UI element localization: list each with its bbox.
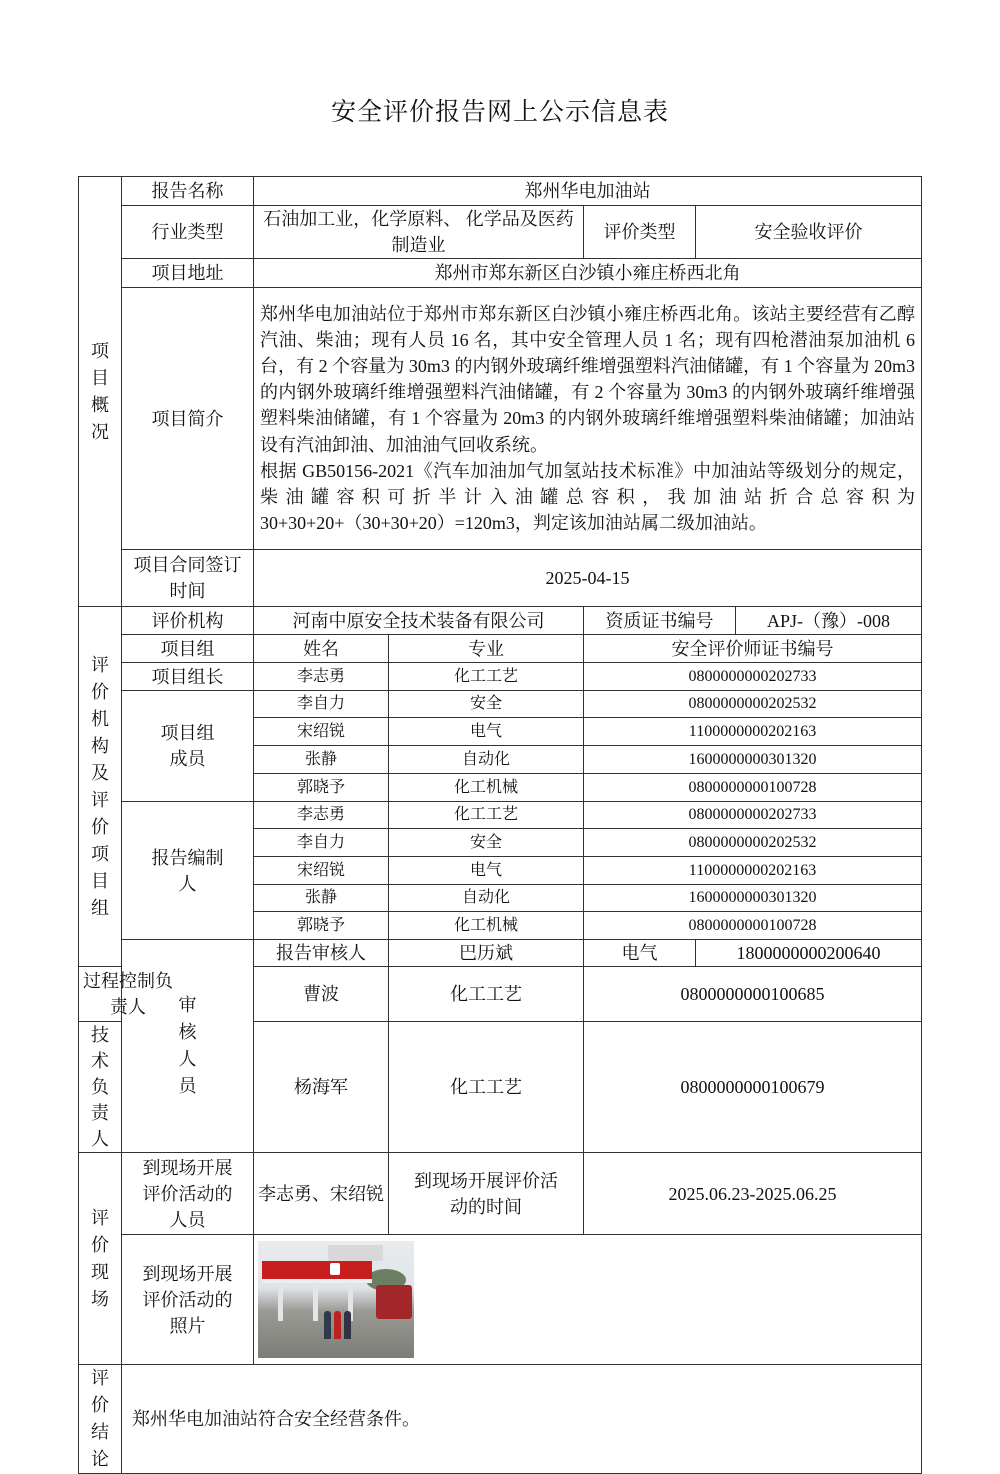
person-major: 安全	[389, 691, 584, 718]
table-row	[79, 691, 922, 718]
review-major: 化工工艺	[389, 967, 584, 1022]
table-row	[79, 802, 922, 829]
person-cert: 0800000000202532	[584, 691, 922, 718]
contract-label: 项目合同签订时间	[122, 550, 254, 607]
info-table	[78, 176, 922, 1474]
conclusion-text: 郑州华电加油站符合安全经营条件。	[122, 1365, 922, 1474]
review-name: 曹波	[254, 967, 389, 1022]
group-label: 项目组	[122, 635, 254, 663]
person-cert: 1600000000301320	[584, 885, 922, 912]
person-name: 李自力	[254, 691, 389, 718]
person-cert: 1100000000202163	[584, 857, 922, 885]
review-role: 报告审核人	[254, 940, 389, 967]
intro-paragraph-2: 根据 GB50156-2021《汽车加油加气加氢站技术标准》中加油站等级划分的规定，柴油罐容积可折半计入油罐总容积，我加油站折合总容积为 30+30+20+（30+30+20）=120m3，判定该加油站属二级加油站。	[260, 460, 915, 534]
person-cert: 0800000000100728	[584, 912, 922, 940]
person-name: 李自力	[254, 829, 389, 857]
person-name: 李志勇	[254, 802, 389, 829]
person-cert: 1100000000202163	[584, 718, 922, 746]
person-cert: 1600000000301320	[584, 746, 922, 774]
contract-date: 2025-04-15	[254, 550, 922, 607]
site-people: 李志勇、宋绍锐	[254, 1153, 389, 1235]
table-row	[79, 663, 922, 691]
person-major: 电气	[389, 718, 584, 746]
person-major: 化工工艺	[389, 663, 584, 691]
section-org-group: 评价机构及评价项目组	[79, 607, 122, 967]
person-cert: 0800000000202733	[584, 663, 922, 691]
intro-text	[254, 288, 922, 550]
section-site: 评价现场	[79, 1153, 122, 1365]
person-name: 宋绍锐	[254, 857, 389, 885]
col-major: 专业	[389, 635, 584, 663]
cert-no: APJ-（豫）-008	[736, 607, 922, 635]
section-overview: 项目概况	[79, 177, 122, 607]
person-major: 安全	[389, 829, 584, 857]
person-cert: 0800000000100728	[584, 774, 922, 802]
address: 郑州市郑东新区白沙镇小雍庄桥西北角	[254, 259, 922, 288]
person-major: 电气	[389, 857, 584, 885]
review-role: 过程控制负责人	[79, 967, 122, 1022]
page-title: 安全评价报告网上公示信息表	[330, 99, 669, 126]
station-logo-icon	[330, 1263, 340, 1275]
report-name-label: 报告名称	[122, 177, 254, 206]
section-conclusion: 评价结论	[79, 1365, 122, 1474]
person-name: 郭晓予	[254, 774, 389, 802]
eval-type-label: 评价类型	[584, 206, 696, 259]
person-major: 化工机械	[389, 912, 584, 940]
authors-label: 报告编制人	[122, 802, 254, 940]
person-cert: 0800000000202733	[584, 802, 922, 829]
review-cert: 0800000000100685	[584, 967, 922, 1022]
review-major: 化工工艺	[389, 1022, 584, 1153]
review-name: 巴历斌	[389, 940, 584, 967]
industry-label: 行业类型	[122, 206, 254, 259]
review-cert: 1800000000200640	[696, 940, 922, 967]
person-name: 李志勇	[254, 663, 389, 691]
person-name: 宋绍锐	[254, 718, 389, 746]
intro-paragraph-1: 郑州华电加油站位于郑州市郑东新区白沙镇小雍庄桥西北角。该站主要经营有乙醇汽油、柴油；现有人员 16 名，其中安全管理人员 1 名；现有四枪潜油泵加油机 6 台，有 2 个容量为 30m3 的内钢外玻璃纤维增强塑料汽油储罐，有 1 个容量为 20m3 的内钢外玻璃纤维增强塑料汽油储罐，有 2 个容量为 30m3 的内钢外玻璃纤维增强塑料柴油储罐，有 1 个容量为 20m3 的内钢外玻璃纤维增强塑料柴油储罐；加油站设有汽油卸油、加油油气回收系统。	[260, 303, 915, 455]
person-name: 张静	[254, 885, 389, 912]
site-people-label: 到现场开展评价活动的人员	[122, 1153, 254, 1235]
cert-label: 资质证书编号	[584, 607, 736, 635]
section-reviewers: 审核人员	[122, 940, 254, 1153]
review-cert: 0800000000100679	[584, 1022, 922, 1153]
report-name: 郑州华电加油站	[254, 177, 922, 206]
site-photo	[258, 1241, 414, 1358]
review-major: 电气	[584, 940, 696, 967]
person-name: 张静	[254, 746, 389, 774]
review-name: 杨海军	[254, 1022, 389, 1153]
col-cert: 安全评价师证书编号	[584, 635, 922, 663]
person-major: 化工工艺	[389, 802, 584, 829]
site-time-label: 到现场开展评价活动的时间	[389, 1153, 584, 1235]
person-major: 自动化	[389, 885, 584, 912]
members-label: 项目组成员	[122, 691, 254, 802]
leader-label: 项目组长	[122, 663, 254, 691]
eval-type: 安全验收评价	[696, 206, 922, 259]
address-label: 项目地址	[122, 259, 254, 288]
site-photo-cell	[254, 1235, 922, 1365]
org-label: 评价机构	[122, 607, 254, 635]
industry: 石油加工业，化学原料、 化学品及医药制造业	[254, 206, 584, 259]
org-name: 河南中原安全技术装备有限公司	[254, 607, 584, 635]
table-row	[79, 940, 922, 967]
col-name: 姓名	[254, 635, 389, 663]
person-major: 自动化	[389, 746, 584, 774]
person-major: 化工机械	[389, 774, 584, 802]
person-cert: 0800000000202532	[584, 829, 922, 857]
site-time: 2025.06.23-2025.06.25	[584, 1153, 922, 1235]
site-photo-label: 到现场开展评价活动的照片	[122, 1235, 254, 1365]
review-role: 技术负责人	[79, 1022, 122, 1153]
intro-label: 项目简介	[122, 288, 254, 550]
person-name: 郭晓予	[254, 912, 389, 940]
